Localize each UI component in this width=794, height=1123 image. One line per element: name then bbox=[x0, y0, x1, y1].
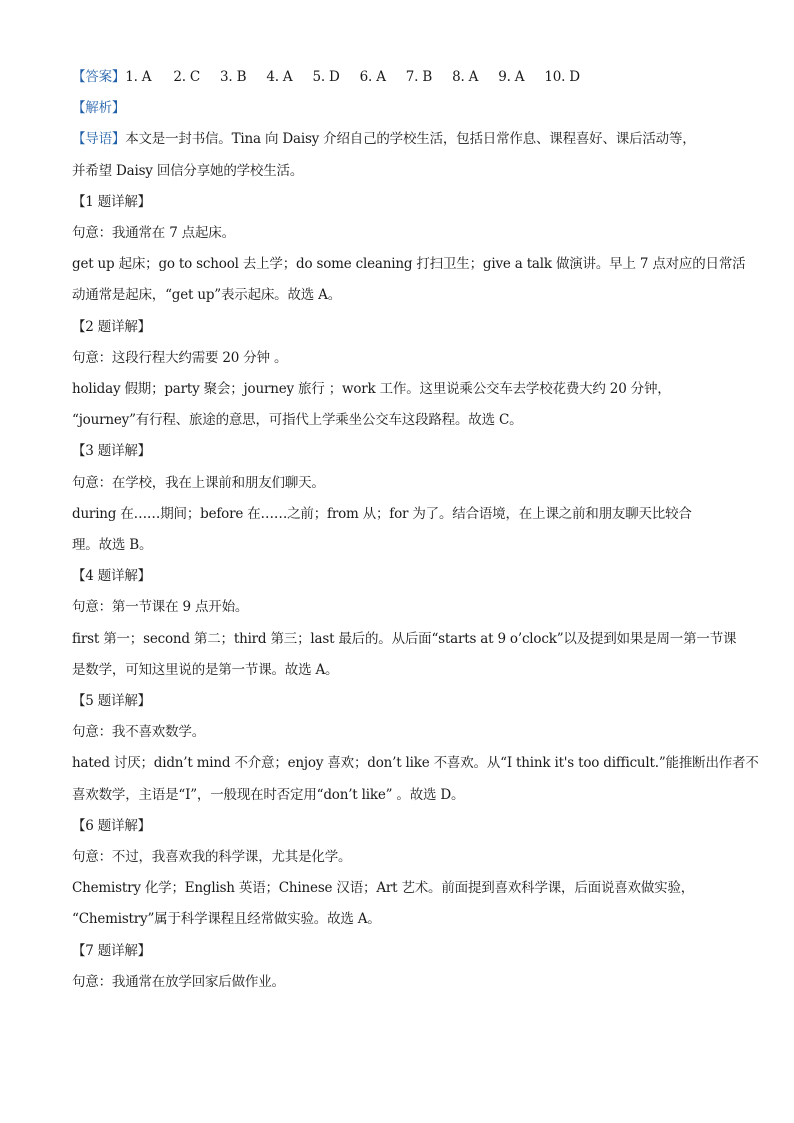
answer-6: 6. A bbox=[359, 69, 386, 85]
q2-explanation-2: “journey”有行程、旅途的意思，可指代上学乘坐公交车这段路程。故选 C。 bbox=[72, 412, 523, 429]
q3-explanation-2: 理。故选 B。 bbox=[72, 537, 153, 554]
q6-explanation-2: “Chemistry”属于科学课程且经常做实验。故选 A。 bbox=[72, 911, 381, 928]
intro-text-1: 本文是一封书信。Tina 向 Daisy 介绍自己的学校生活，包括日常作息、课程喜好、课后活动等， bbox=[125, 131, 696, 148]
q2-heading: 【2 题详解】 bbox=[72, 318, 151, 335]
q6-explanation-1: Chemistry 化学；English 英语；Chinese 汉语；Art 艺术。前面提到喜欢科学课，后面说喜欢做实验， bbox=[72, 880, 695, 897]
q4-heading: 【4 题详解】 bbox=[72, 568, 151, 585]
intro-line-1 bbox=[72, 124, 722, 155]
q5-explanation-1: hated 讨厌；didn’t mind 不介意；enjoy 喜欢；don’t like 不喜欢。从“I think it's too difficult.”能推断出作者不 bbox=[72, 755, 759, 772]
q3-explanation-1: during 在……期间；before 在……之前；from 从；for 为了。结合语境，在上课之前和朋友聊天比较合 bbox=[72, 505, 692, 522]
answer-4: 4. A bbox=[266, 69, 293, 85]
answer-3: 3. B bbox=[220, 69, 247, 85]
q1-heading: 【1 题详解】 bbox=[72, 193, 151, 210]
q1-explanation-1: get up 起床；go to school 去上学；do some cleaning 打扫卫生；give a talk 做演讲。早上 7 点对应的日常活 bbox=[72, 256, 746, 273]
q2-explanation-1: holiday 假期；party 聚会；journey 旅行 ；work 工作。这里说乘公交车去学校花费大约 20 分钟， bbox=[72, 381, 671, 398]
intro-line-2: 并希望 Daisy 回信分享她的学校生活。 bbox=[72, 162, 304, 179]
analysis-label: 【解析】 bbox=[72, 100, 126, 117]
answer-2: 2. C bbox=[173, 69, 201, 85]
q2-meaning: 句意：这段行程大约需要 20 分钟 。 bbox=[72, 349, 288, 366]
answer-1: 1. A bbox=[125, 69, 152, 85]
q4-explanation-1: first 第一；second 第二；third 第三；last 最后的。从后面“starts at 9 o’clock”以及提到如果是周一第一节课 bbox=[72, 630, 737, 647]
q6-meaning: 句意：不过，我喜欢我的科学课，尤其是化学。 bbox=[72, 849, 352, 866]
answer-line bbox=[72, 62, 722, 93]
q4-meaning: 句意：第一节课在 9 点开始。 bbox=[72, 599, 249, 616]
answer-5: 5. D bbox=[312, 69, 340, 85]
q5-explanation-2: 喜欢数学，主语是“I”，一般现在时否定用“don’t like” 。故选 D。 bbox=[72, 786, 465, 803]
answer-9: 9. A bbox=[498, 69, 525, 85]
answer-label: 【答案】 bbox=[72, 69, 126, 85]
q7-heading: 【7 题详解】 bbox=[72, 942, 151, 959]
q7-meaning: 句意：我通常在放学回家后做作业。 bbox=[72, 973, 285, 990]
q1-explanation-2: 动通常是起床，“get up”表示起床。故选 A。 bbox=[72, 287, 342, 304]
answer-7: 7. B bbox=[405, 69, 433, 85]
q5-meaning: 句意：我不喜欢数学。 bbox=[72, 724, 205, 741]
q3-heading: 【3 题详解】 bbox=[72, 443, 151, 460]
q5-heading: 【5 题详解】 bbox=[72, 693, 151, 710]
document-page bbox=[72, 62, 759, 998]
q3-meaning: 句意：在学校，我在上课前和朋友们聊天。 bbox=[72, 474, 325, 491]
intro-label: 【导语】 bbox=[72, 131, 126, 148]
q6-heading: 【6 题详解】 bbox=[72, 817, 151, 834]
q1-meaning: 句意：我通常在 7 点起床。 bbox=[72, 225, 235, 242]
q4-explanation-2: 是数学，可知这里说的是第一节课。故选 A。 bbox=[72, 661, 339, 678]
answer-8: 8. A bbox=[452, 69, 479, 85]
answer-10: 10. D bbox=[544, 69, 580, 85]
